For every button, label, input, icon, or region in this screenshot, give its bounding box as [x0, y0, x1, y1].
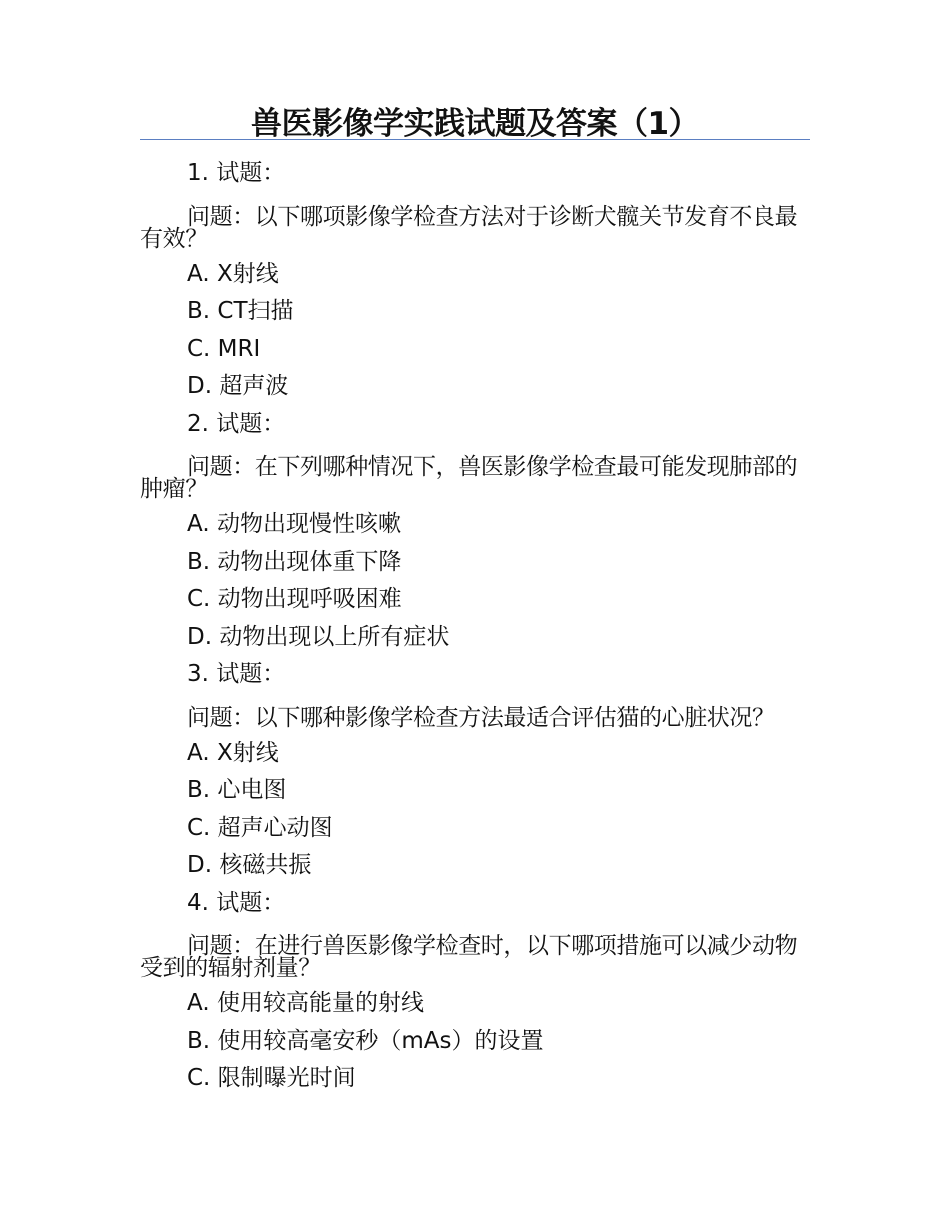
- question-list: [140, 155, 810, 1098]
- question-header: 4. 试题：: [187, 889, 286, 916]
- question-text: 问题：在下列哪种情况下，兽医影像学检查最可能发现肺部的肿瘤？: [140, 454, 798, 502]
- option-a: A. X射线: [187, 739, 279, 766]
- option-c: C. 超声心动图: [187, 814, 333, 841]
- option-b: B. CT扫描: [187, 298, 294, 324]
- option-b: B. 心电图: [187, 777, 287, 803]
- option-c: C. 限制曝光时间: [187, 1065, 356, 1091]
- question-header: 1. 试题：: [187, 160, 286, 186]
- question-text: 问题：在进行兽医影像学检查时，以下哪项措施可以减少动物受到的辐射剂量？: [140, 933, 798, 981]
- option-d: D. 动物出现以上所有症状: [187, 623, 450, 650]
- option-d: D. 超声波: [187, 373, 289, 399]
- option-c: C. 动物出现呼吸困难: [187, 586, 402, 612]
- question-header: 3. 试题：: [187, 661, 286, 687]
- question-item: [140, 885, 810, 1098]
- question-item: [140, 406, 810, 657]
- question-item: [140, 155, 810, 406]
- document-title: 兽医影像学实践试题及答案（1）: [250, 106, 700, 142]
- option-a: A. X射线: [187, 260, 279, 287]
- option-a: A. 使用较高能量的射线: [187, 990, 424, 1016]
- option-b: B. 动物出现体重下降: [187, 548, 402, 575]
- question-header: 2. 试题：: [187, 410, 286, 437]
- option-b: B. 使用较高毫安秒（mAs）的设置: [187, 1027, 544, 1054]
- question-text: 问题：以下哪项影像学检查方法对于诊断犬髋关节发育不良最有效？: [140, 203, 798, 252]
- option-c: C. MRI: [187, 335, 261, 362]
- title-underline: [140, 139, 810, 140]
- option-a: A. 动物出现慢性咳嗽: [187, 511, 401, 537]
- option-d: D. 核磁共振: [187, 852, 312, 878]
- question-text: 问题：以下哪种影像学检查方法最适合评估猫的心脏状况？: [187, 704, 775, 731]
- question-item: [140, 656, 810, 885]
